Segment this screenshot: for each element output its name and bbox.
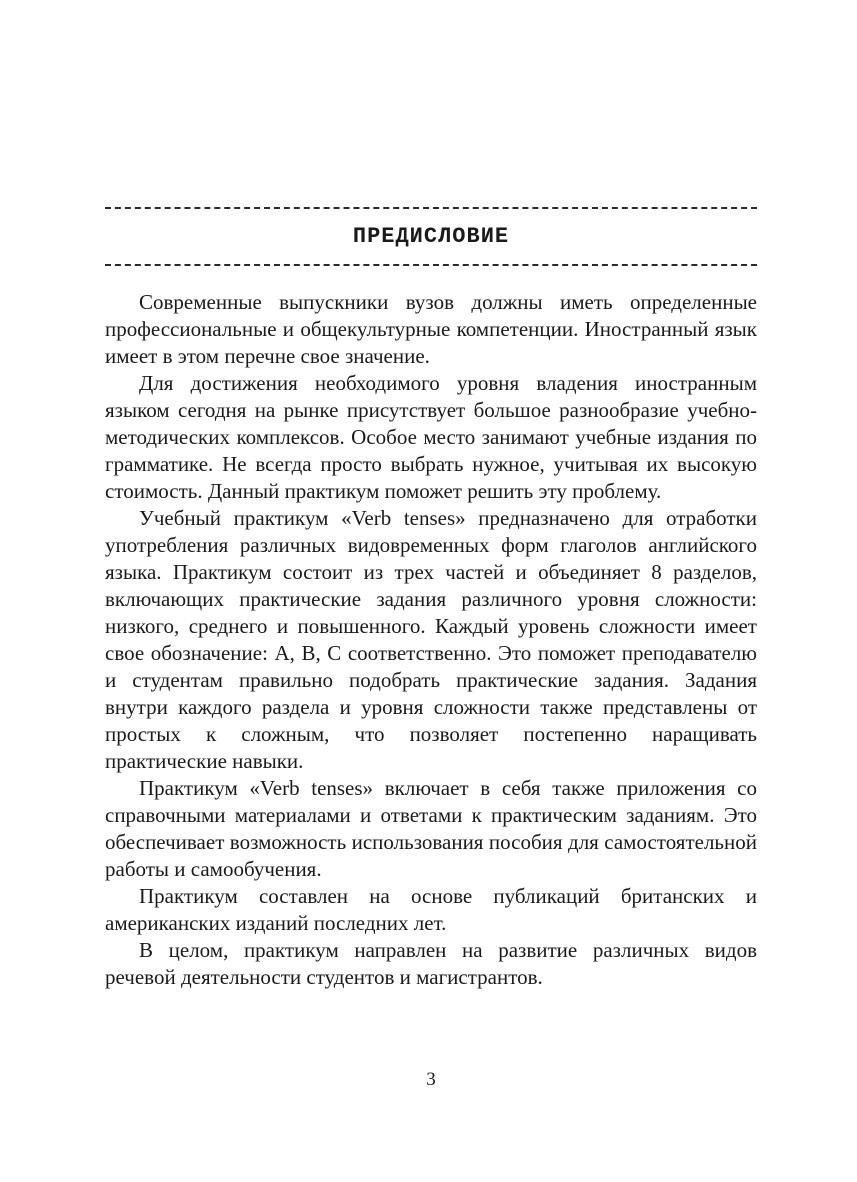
preface-body [105,289,757,991]
paragraph: Учебный практикум «Verb tenses» предназначено для отработки употребления различных видовременных форм глаголов английского языка. Практикум состоит из трех частей и объединяет 8 разделов, включающих практические задания различного уровня сложности: низкого, среднего и повышенного. Каждый уровень сложности имеет свое обозначение: A, B, C соответственно. Это поможет преподавателю и студентам правильно подобрать практические задания. Задания внутри каждого раздела и уровня сложности также представлены от простых к сложным, что позволяет постепенно наращивать практические навыки. [105,506,757,773]
page-number: 3 [426,1069,436,1090]
paragraph: Современные выпускники вузов должны иметь определенные профессиональные и общекультурные компетенции. Иностранный язык имеет в этом перечне свое значение. [105,290,757,368]
heading-bottom-dashed-rule [105,264,757,266]
page-title: ПРЕДИСЛОВИЕ [352,224,510,249]
paragraph: Для достижения необходимого уровня владения иностранным языком сегодня на рынке присутствует большое разнообразие учебно-методических комплексов. Особое место занимают учебные издания по грамматике. Не всегда просто выбрать нужное, учитывая их высокую стоимость. Данный практикум поможет решить эту проблему. [105,371,757,503]
heading-top-dashed-rule [105,207,757,209]
paragraph: Практикум «Verb tenses» включает в себя также приложения со справочными материалами и ответами к практическим заданиям. Это обеспечивает возможность использования пособия для самостоятельной работы и самообучения. [105,776,757,881]
paragraph: В целом, практикум направлен на развитие различных видов речевой деятельности студентов и магистрантов. [105,938,757,989]
paragraph: Практикум составлен на основе публикаций британских и американских изданий последних лет. [105,884,757,935]
